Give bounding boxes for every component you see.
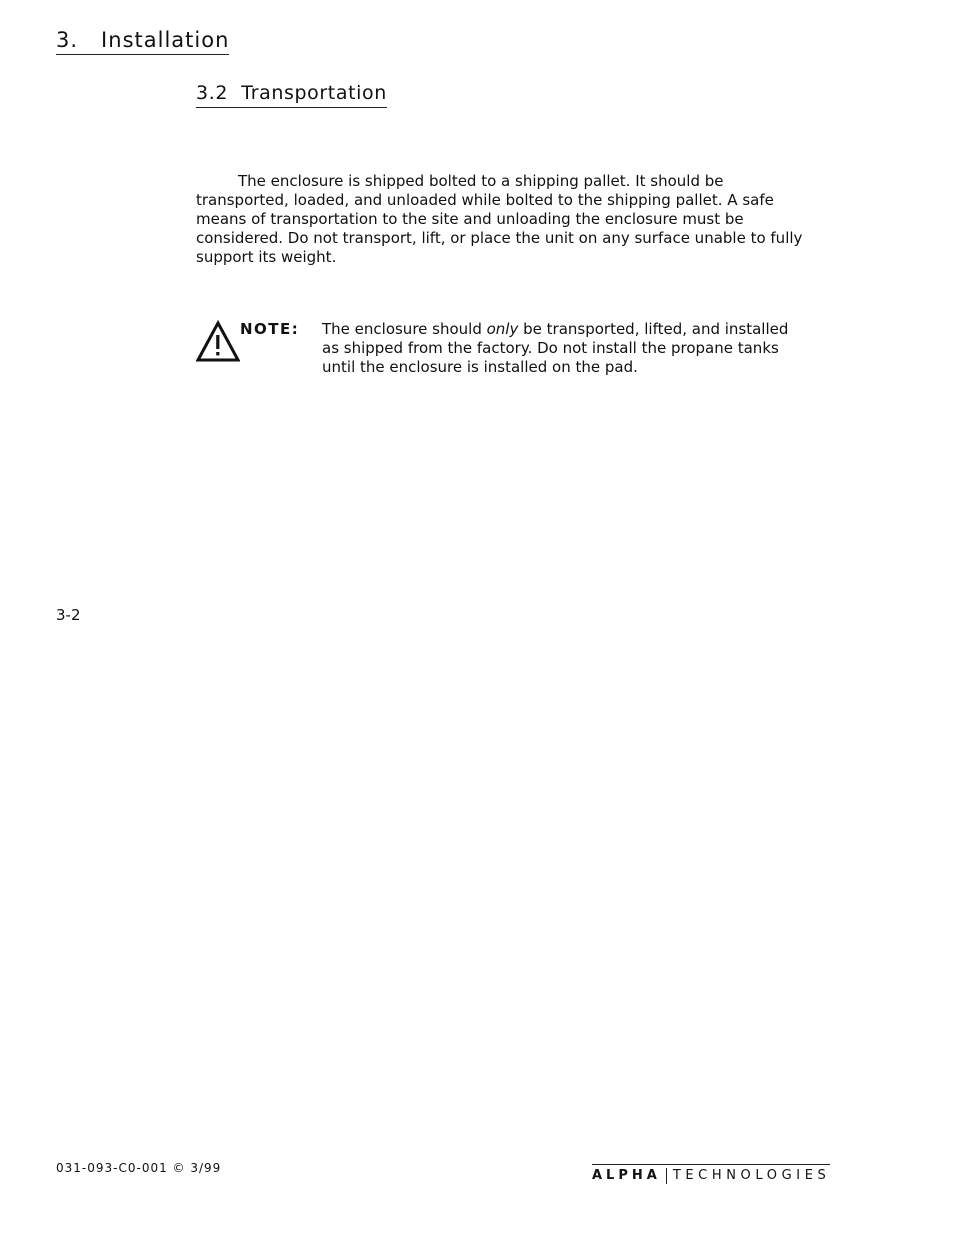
body-paragraph: The enclosure is shipped bolted to a shipping pallet. It should be transported, loaded, and unloaded while bolted to the shipping pallet. A safe means of transportation to the site and unloading the enclosure must be considered. Do not transport, lift, or place the unit on any surface unable to fully support its weight. [196,172,803,266]
note-text [322,320,792,377]
note-label: NOTE: [240,320,300,338]
page-number: 3-2 [56,606,81,624]
document-code: 031-093-C0-001 © 3/99 [56,1161,222,1175]
note-text-end: be transported, lifted, and installed as shipped from the factory. Do not install the propane tanks until the enclosure is installed on the pad. [322,320,789,376]
warning-triangle-icon [196,320,240,362]
logo-alpha: ALPHA [592,1168,667,1184]
section-title: 3.2 Transportation [196,82,387,108]
note-text-start: The enclosure should [322,320,487,338]
company-logo [592,1164,830,1186]
note-emphasis: only [486,320,519,338]
chapter-title: 3. Installation [56,28,229,55]
logo-technologies: TECHNOLOGIES [672,1168,831,1183]
